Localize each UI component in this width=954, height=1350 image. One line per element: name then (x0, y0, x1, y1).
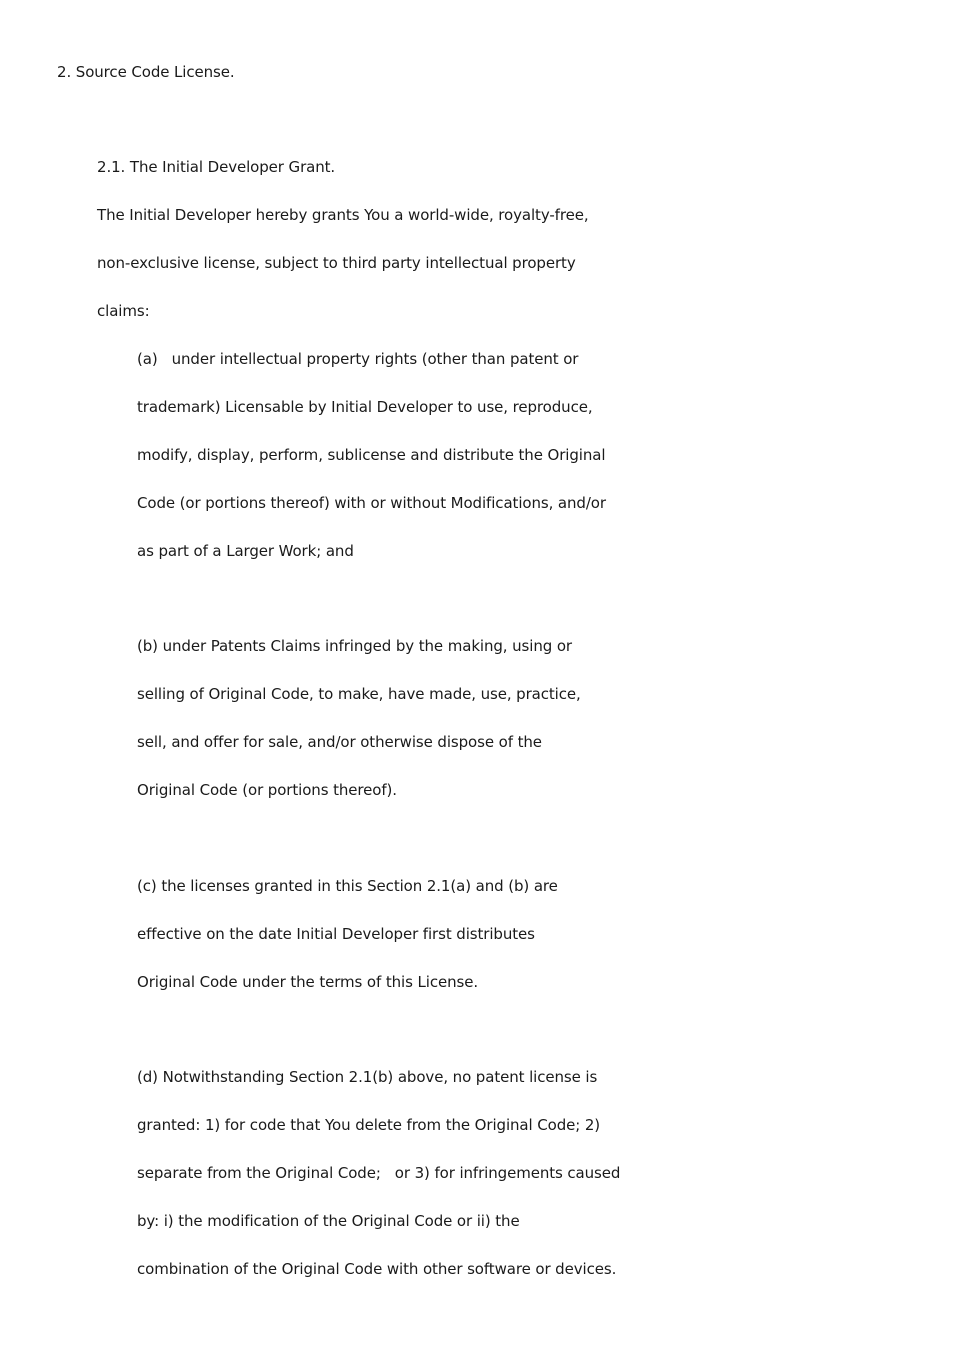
clause-d-line: granted: 1) for code that You delete from the Original Code; 2) (137, 1116, 601, 1134)
clause-b-line: (b) under Patents Claims infringed by the making, using or (137, 637, 572, 655)
intro-line: non-exclusive license, subject to third party intellectual property (97, 254, 576, 272)
clause-a-line: Code (or portions thereof) with or without Modifications, and/or (137, 494, 606, 512)
clause-a-line: modify, display, perform, sublicense and distribute the Original (137, 446, 606, 464)
clause-d-line: (d) Notwithstanding Section 2.1(b) above, no patent license is (137, 1068, 598, 1086)
section-heading: 2. Source Code License. (57, 63, 235, 81)
clause-b-line: Original Code (or portions thereof). (137, 781, 397, 799)
clause-d-line: separate from the Original Code; or 3) for infringements caused (137, 1164, 621, 1182)
clause-b-line: sell, and offer for sale, and/or otherwise dispose of the (137, 733, 542, 751)
intro-line: claims: (97, 302, 150, 320)
clause-d-line: combination of the Original Code with other software or devices. (137, 1260, 617, 1278)
clause-a-line: (a) under intellectual property rights (other than patent or (137, 350, 579, 368)
clause-a-line: trademark) Licensable by Initial Developer to use, reproduce, (137, 398, 593, 416)
clause-c-line: effective on the date Initial Developer first distributes (137, 925, 535, 943)
clause-a-line: as part of a Larger Work; and (137, 542, 354, 560)
clause-b-line: selling of Original Code, to make, have made, use, practice, (137, 685, 581, 703)
subsection-heading: 2.1. The Initial Developer Grant. (97, 158, 336, 176)
clause-d-line: by: i) the modification of the Original Code or ii) the (137, 1212, 520, 1230)
intro-line: The Initial Developer hereby grants You a world-wide, royalty-free, (97, 206, 589, 224)
clause-c-line: (c) the licenses granted in this Section 2.1(a) and (b) are (137, 877, 558, 895)
clause-c-line: Original Code under the terms of this License. (137, 973, 479, 991)
